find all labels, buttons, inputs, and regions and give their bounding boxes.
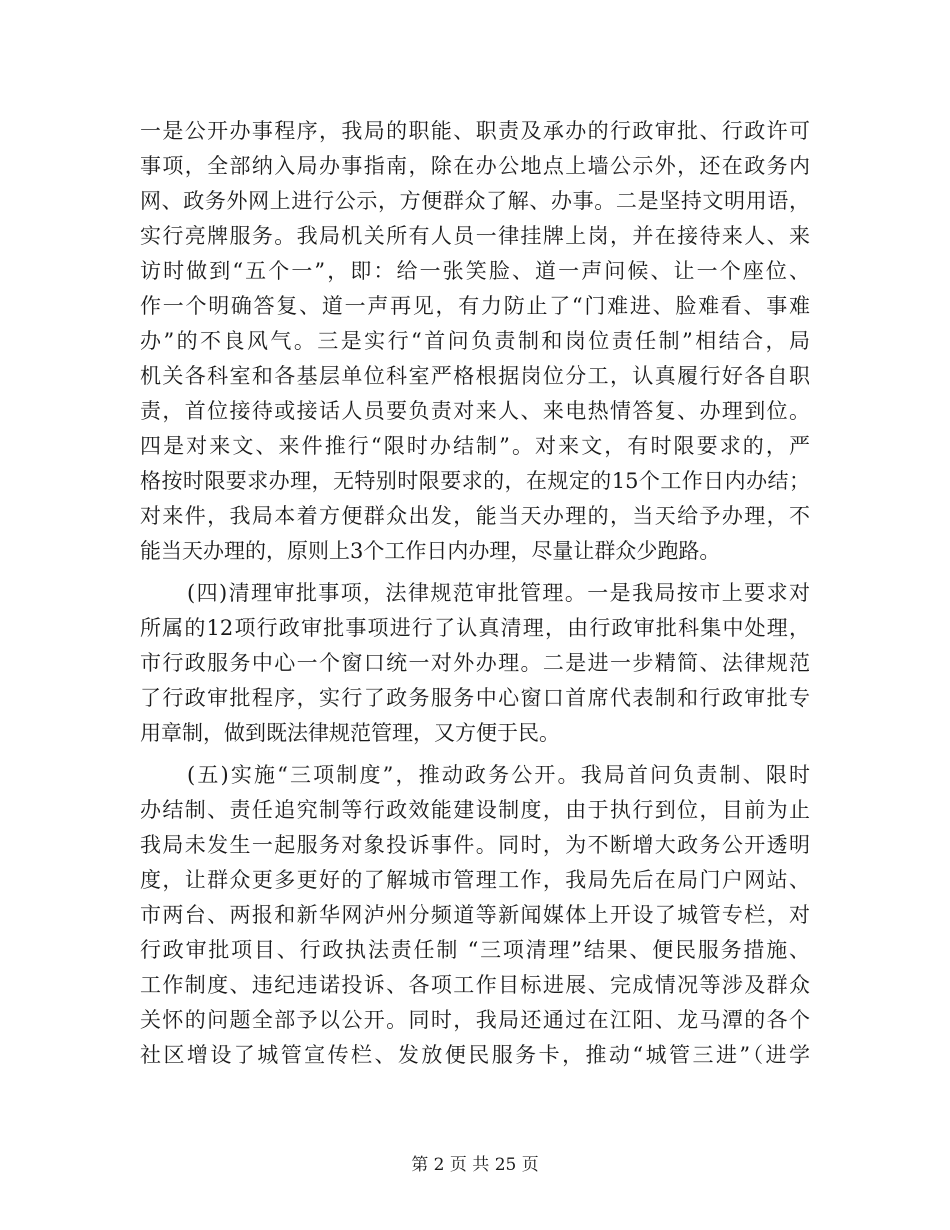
body-text-line: 了行政审批程序，实行了政务服务中心窗口首席代表制和行政审批专 [140, 686, 810, 710]
body-text-line: 办结制、责任追究制等行政效能建设制度，由于执行到位，目前为止 [140, 798, 810, 822]
body-text-line: 责，首位接待或接话人员要负责对来人、来电热情答复、办理到位。 [140, 399, 810, 423]
body-text-line: 办”的不良风气。三是实行“首问负责制和岗位责任制”相结合，局 [140, 329, 810, 353]
body-text-line: 网、政务外网上进行公示，方便群众了解、办事。二是坚持文明用语， [140, 189, 810, 213]
body-text-line: 事项，全部纳入局办事指南，除在办公地点上墙公示外，还在政务内 [140, 154, 810, 178]
body-text-line: 行政审批项目、行政执法责任制 “三项清理”结果、便民服务措施、 [140, 938, 810, 962]
body-text-line: 工作制度、违纪违诺投诉、各项工作目标进展、完成情况等涉及群众 [140, 973, 810, 997]
body-text-line: 实行亮牌服务。我局机关所有人员一律挂牌上岗，并在接待来人、来 [140, 224, 810, 248]
body-text-line: 关怀的问题全部予以公开。同时，我局还通过在江阳、龙马潭的各个 [140, 1008, 810, 1032]
body-text-line: 社区增设了城管宣传栏、发放便民服务卡，推动“城管三进”（进学 [140, 1043, 810, 1067]
body-text-line: 所属的12项行政审批事项进行了认真清理，由行政审批科集中处理， [140, 616, 810, 640]
body-text-line: 度，让群众更多更好的了解城市管理工作，我局先后在局门户网站、 [140, 868, 810, 892]
body-text-line: 一是公开办事程序，我局的职能、职责及承办的行政审批、行政许可 [140, 119, 810, 143]
body-text-line: 用章制，做到既法律规范管理，又方便于民。 [140, 721, 560, 745]
body-text-line: 市行政服务中心一个窗口统一对外办理。二是进一步精简、法律规范 [140, 651, 810, 675]
page-number-footer: 第 2 页 共 25 页 [411, 1155, 539, 1175]
body-text-line: 对来件，我局本着方便群众出发，能当天办理的，当天给予办理，不 [140, 504, 810, 528]
section-heading-line: (四)清理审批事项，法律规范审批管理。一是我局按市上要求对 [187, 581, 810, 605]
body-text-line: 机关各科室和各基层单位科室严格根据岗位分工，认真履行好各自职 [140, 364, 810, 388]
body-text-line: 格按时限要求办理，无特别时限要求的，在规定的15个工作日内办结； [140, 469, 810, 493]
body-text-line: 我局未发生一起服务对象投诉事件。同时，为不断增大政务公开透明 [140, 833, 810, 857]
body-text-line: 作一个明确答复、道一声再见，有力防止了“门难进、脸难看、事难 [140, 294, 810, 318]
body-text-line: 四是对来文、来件推行“限时办结制”。对来文，有时限要求的，严 [140, 434, 810, 458]
body-text-line: 市两台、两报和新华网泸州分频道等新闻媒体上开设了城管专栏，对 [140, 903, 810, 927]
body-text-line: 能当天办理的，原则上3个工作日内办理，尽量让群众少跑路。 [140, 539, 721, 563]
body-text-line: 访时做到“五个一”，即：给一张笑脸、道一声问候、让一个座位、 [140, 259, 810, 283]
section-heading-line: (五)实施“三项制度”，推动政务公开。我局首问负责制、限时 [187, 763, 810, 787]
